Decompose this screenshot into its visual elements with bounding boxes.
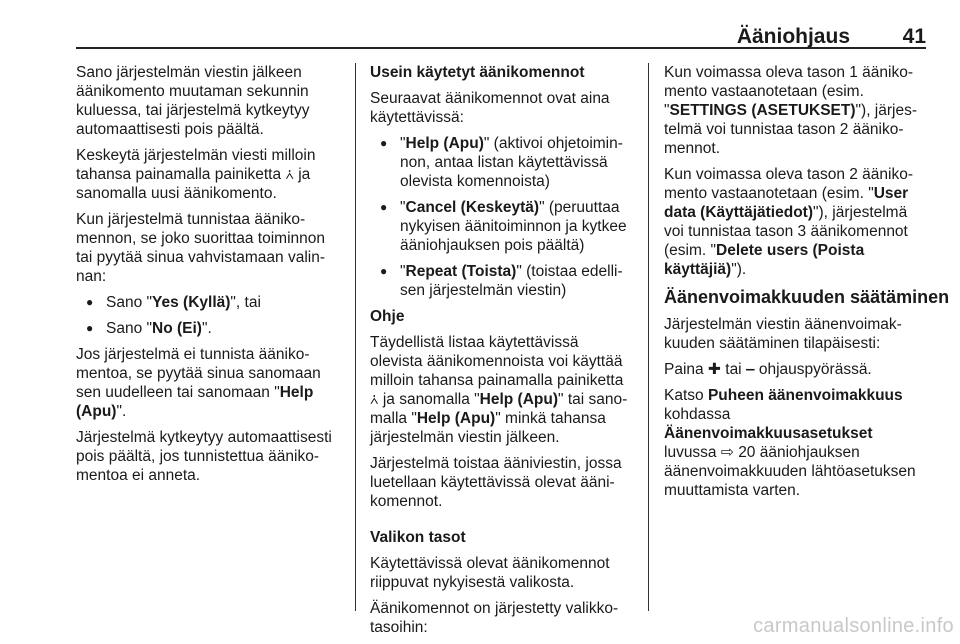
page-header — [76, 0, 926, 50]
column-1 — [76, 63, 342, 492]
paragraph: Järjestelmän viestin äänenvoimakkuuden säätäminen tilapäisesti: — [664, 316, 902, 352]
list-item: ● Sano "Yes (Kyllä)", tai — [76, 293, 342, 312]
paragraph: Katso Puheen äänenvoimakkuus kohdassa Äänenvoimakkuusasetukset luvussa ⇨ 20 ääniohjauksen äänenvoimakkuuden lähtöasetuksen muuttamista varten. — [664, 387, 916, 499]
paragraph: Paina ✚ tai ‒ ohjauspyörässä. — [664, 361, 872, 378]
list-item: ● "Help (Apu)" (aktivoi ohjetoiminnon, antaa listan käytettävissä olevista komennoista) — [370, 134, 632, 191]
paragraph: Äänikomennot on järjestetty valikkotasoihin: — [370, 600, 619, 636]
section-heading: Ohje — [370, 308, 405, 325]
column-2 — [370, 63, 632, 644]
voice-command-icon: ⩑ — [285, 166, 294, 182]
paragraph: Kun järjestelmä tunnistaa äänikomennon, se joko suorittaa toiminnon tai pyytää sinua vahvistamaan valinnan: — [76, 211, 326, 285]
paragraph: Keskeytä järjestelmän viesti milloin tahansa painamalla painiketta ⩑ ja sanomalla uusi äänikomento. — [76, 147, 316, 202]
list-item: ● "Cancel (Keskeytä)" (peruuttaa nykyisen äänitoiminnon ja kytkee ääniohjauksen pois päältä) — [370, 198, 632, 255]
list — [370, 134, 632, 300]
paragraph: Kun voimassa oleva tason 2 äänikomento vastaanotetaan (esim. "User data (Käyttäjätiedot)"), järjestelmä voi tunnistaa tason 3 äänikomennot (esim. "Delete users (Poista käyttäjiä)"). — [664, 166, 914, 278]
list-item: ● Sano "No (Ei)". — [76, 319, 342, 338]
header-rule — [76, 47, 926, 49]
paragraph: Kun voimassa oleva tason 1 äänikomento vastaanotetaan (esim. "SETTINGS (ASETUKSET)"), järjestelmä voi tunnistaa tason 2 äänikomennot. — [664, 64, 918, 157]
plus-icon: ✚ — [707, 361, 721, 378]
column-3 — [664, 63, 950, 507]
section-heading: Valikon tasot — [370, 529, 466, 546]
section-heading: Usein käytetyt äänikomennot — [370, 64, 585, 81]
paragraph: Käytettävissä olevat äänikomennot riippuvat nykyisestä valikosta. — [370, 555, 610, 591]
page-title: Ääniohjaus — [736, 25, 850, 48]
watermark: carmanualsonline.info — [753, 615, 954, 637]
paragraph: Järjestelmä kytkeytyy automaattisesti pois päältä, jos tunnistettua äänikomentoa ei anneta. — [76, 429, 332, 484]
list — [76, 293, 342, 338]
page-number: 41 — [902, 25, 926, 48]
paragraph: Jos järjestelmä ei tunnista äänikomentoa, se pyytää sinua sanomaan sen uudelleen tai sanomaan "Help (Apu)". — [76, 346, 321, 420]
paragraph: Seuraavat äänikomennot ovat aina käytettävissä: — [370, 90, 610, 126]
section-heading: Äänenvoimakkuuden säätäminen — [664, 287, 950, 307]
minus-icon: ‒ — [745, 361, 755, 378]
page-reference[interactable]: 20 — [738, 444, 756, 461]
page-ref-arrow-icon: ⇨ — [720, 444, 734, 461]
voice-command-icon: ⩑ — [370, 391, 379, 407]
column-divider-2 — [648, 63, 649, 611]
list-item: ● "Repeat (Toista)" (toistaa edellisen järjestelmän viestin) — [370, 262, 632, 300]
paragraph: Järjestelmä toistaa ääniviestin, jossa luetellaan käytettävissä olevat äänikomennot. — [370, 455, 622, 510]
paragraph: Täydellistä listaa käytettävissä olevista äänikomennoista voi käyttää milloin tahansa painamalla painiketta ⩑ ja sanomalla "Help (Apu)" tai sanomalla "Help (Apu)" minkä tahansa järjestelmän viestin jälkeen. — [370, 334, 628, 446]
column-divider-1 — [355, 63, 356, 611]
paragraph: Sano järjestelmän viestin jälkeen äänikomento muutaman sekunnin kuluessa, tai järjestelmä kytkeytyy automaattisesti pois päältä. — [76, 64, 310, 138]
